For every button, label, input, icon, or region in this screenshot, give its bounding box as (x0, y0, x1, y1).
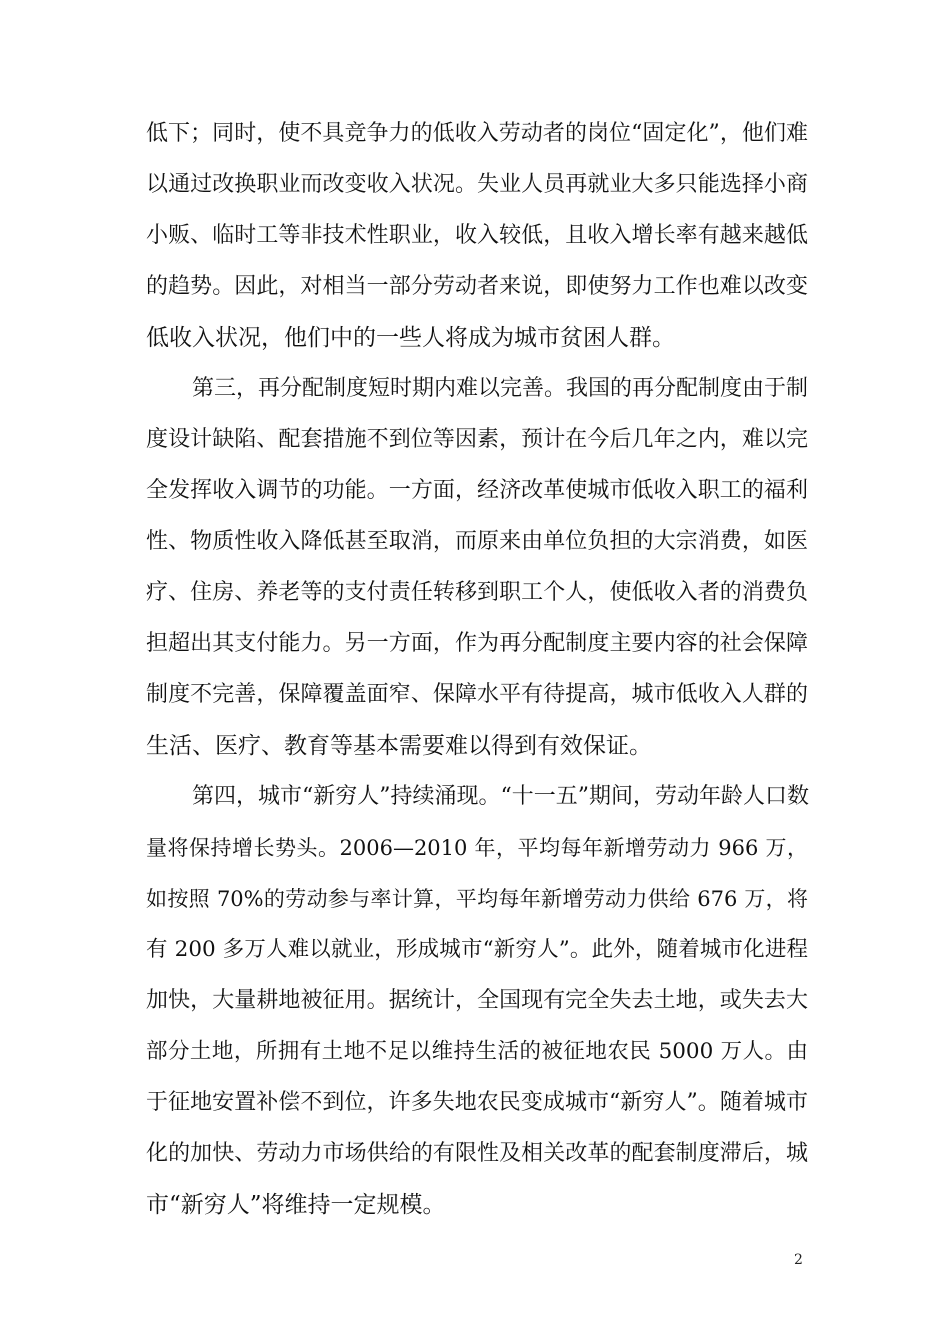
text-line: 生活、医疗、教育等基本需要难以得到有效保证。 (146, 733, 652, 759)
text-line: 第三，再分配制度短时期内难以完善。我国的再分配制度由于制 (192, 376, 809, 401)
text-line: 制度不完善，保障覆盖面窄、保障水平有待提高，城市低收入人群的 (146, 682, 808, 707)
text-line: 的趋势。因此，对相当一部分劳动者来说，即使努力工作也难以改变 (146, 274, 808, 299)
text-line: 全发挥收入调节的功能。一方面，经济改革使城市低收入职工的福利 (146, 478, 808, 503)
text-line: 性、物质性收入降低甚至取消，而原来由单位负担的大宗消费，如医 (146, 529, 808, 554)
text-line: 低收入状况，他们中的一些人将成为城市贫困人群。 (146, 325, 675, 351)
text-line: 低下；同时，使不具竞争力的低收入劳动者的岗位“固定化”，他们难 (146, 121, 808, 146)
page-number: 2 (794, 1252, 803, 1268)
text-line: 度设计缺陷、配套措施不到位等因素，预计在今后几年之内，难以完 (146, 427, 808, 452)
text-line: 加快，大量耕地被征用。据统计，全国现有完全失去土地，或失去大 (146, 988, 808, 1013)
text-line: 担超出其支付能力。另一方面，作为再分配制度主要内容的社会保障 (146, 631, 808, 656)
text-line: 如按照 70%的劳动参与率计算，平均每年新增劳动力供给 676 万，将 (146, 887, 808, 911)
text-line: 第四，城市“新穷人”持续涌现。“十一五”期间，劳动年龄人口数 (192, 784, 809, 809)
text-line: 疗、住房、养老等的支付责任转移到职工个人，使低收入者的消费负 (146, 580, 808, 605)
text-line: 量将保持增长势头。2006—2010 年，平均每年新增劳动力 966 万， (146, 836, 808, 860)
text-line: 以通过改换职业而改变收入状况。失业人员再就业大多只能选择小商 (146, 172, 808, 197)
text-line: 化的加快、劳动力市场供给的有限性及相关改革的配套制度滞后，城 (146, 1141, 808, 1166)
text-line: 部分土地，所拥有土地不足以维持生活的被征地农民 5000 万人。由 (146, 1039, 808, 1064)
text-line: 小贩、临时工等非技术性职业，收入较低，且收入增长率有越来越低 (146, 223, 808, 248)
text-line: 有 200 多万人难以就业，形成城市“新穷人”。此外，随着城市化进程 (146, 937, 808, 962)
text-line: 于征地安置补偿不到位，许多失地农民变成城市“新穷人”。随着城市 (146, 1090, 808, 1115)
text-line: 市“新穷人”将维持一定规模。 (146, 1192, 446, 1218)
